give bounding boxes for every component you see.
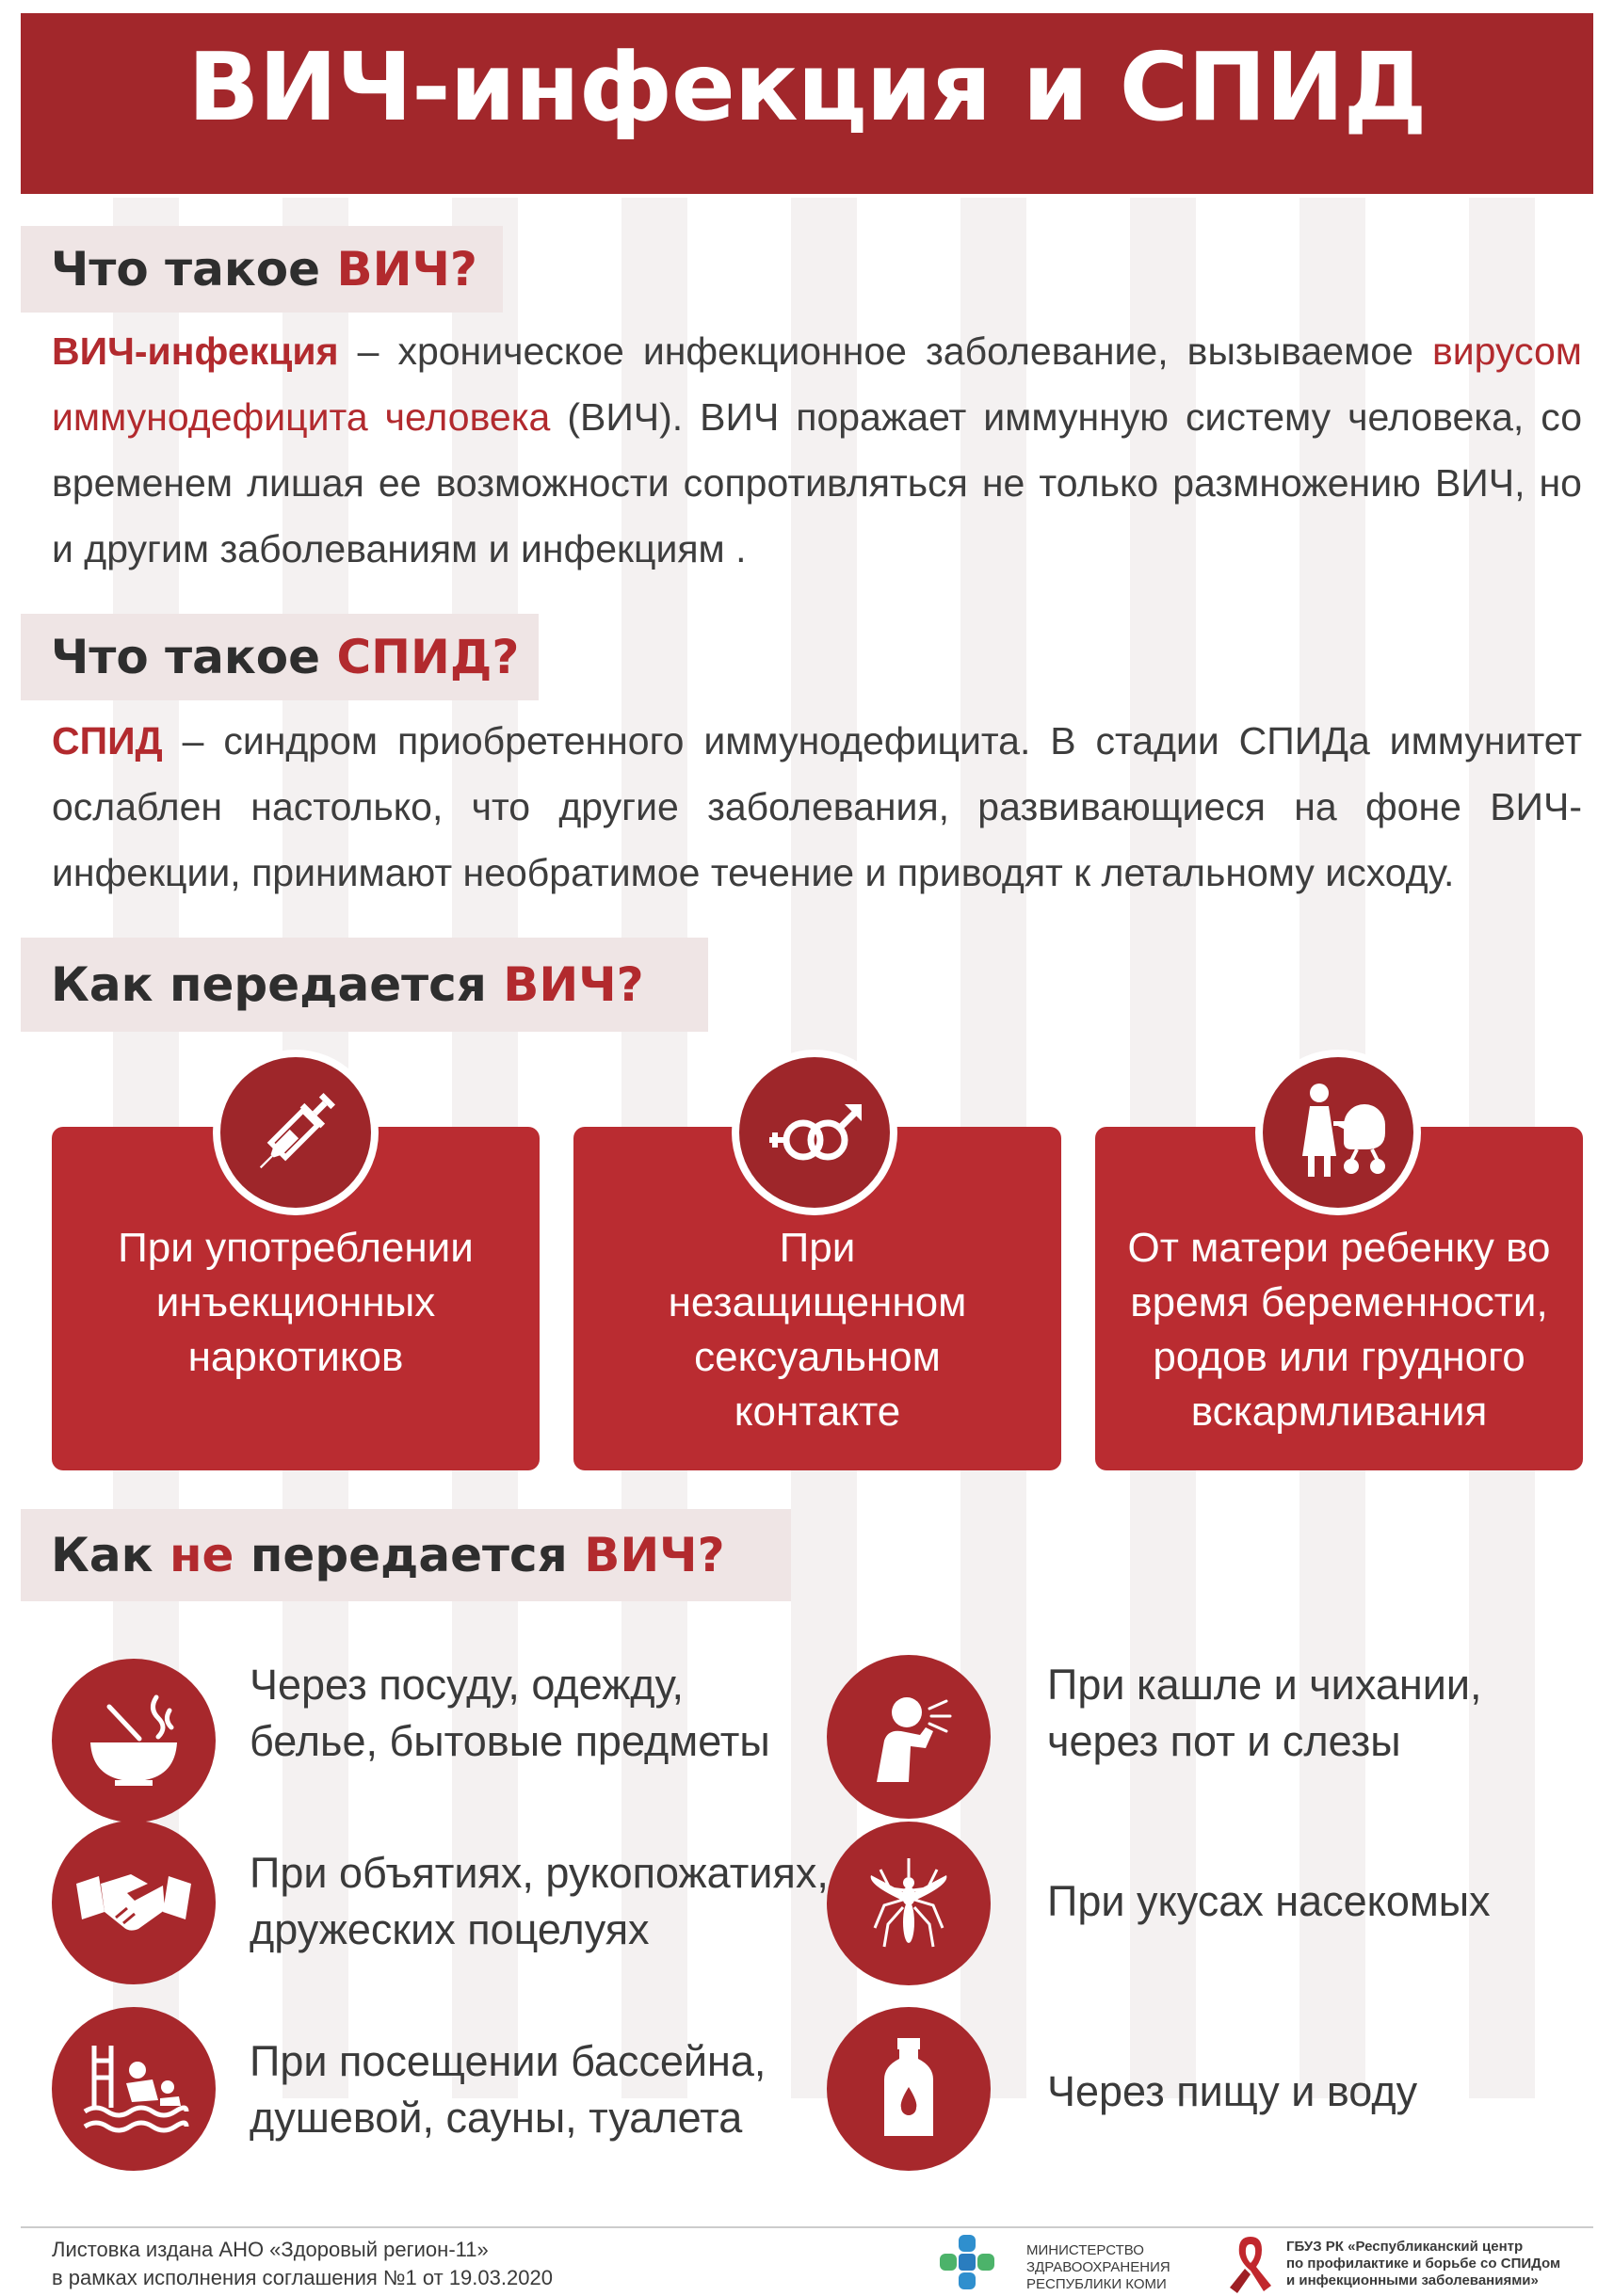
handshake-icon: [73, 1855, 195, 1950]
not-transmitted-icon-circle: [827, 1822, 991, 1985]
not-transmitted-icon-circle: [52, 2007, 216, 2171]
footer-publisher: Листовка издана АНО «Здоровый регион-11» в рамках исполнения соглашения №1 от 19.03.2020: [52, 2238, 553, 2289]
footer-divider: [21, 2226, 1593, 2228]
mosquito-icon: [852, 1847, 965, 1960]
header-banner: [21, 13, 1593, 194]
bowl-icon: [77, 1684, 190, 1797]
transmission-label: При незащищенном сексуальном контакте: [668, 1225, 967, 1435]
hiv-definition: ВИЧ-инфекция – хроническое инфекционное заболевание, вызываемое вирусом иммунодефицита человека (ВИЧ). ВИЧ поражает иммунную систему человека, со временем лишая ее возможности сопротивляться не только размножению ВИЧ, но и другим заболеваниям и инфекциям .: [52, 329, 1583, 570]
transmission-icon-circle: [213, 1050, 379, 1215]
transmission-icon-circle: [1255, 1050, 1421, 1215]
not-transmitted-item: При кашле и чихании, через пот и слезы: [1047, 1661, 1482, 1765]
page-title: ВИЧ-инфекция и СПИД: [187, 32, 1427, 142]
term-aids: СПИД: [52, 719, 163, 763]
transmission-label: От матери ребенку во время беременности, родов или грудного вскармливания: [1127, 1225, 1551, 1435]
red-ribbon-icon: [1226, 2231, 1275, 2293]
bottle-icon: [852, 2032, 965, 2145]
mother-stroller-icon: [1282, 1076, 1395, 1189]
not-transmitted-item: При укусах насекомых: [1047, 1877, 1491, 1925]
ministry-logo-icon: [934, 2233, 1000, 2291]
not-transmitted-icon-circle: [52, 1821, 216, 1984]
transmission-label: При употреблении инъекционных наркотиков: [118, 1225, 474, 1380]
cough-icon: [852, 1680, 965, 1793]
not-transmitted-icon-circle: [52, 1659, 216, 1822]
gender-symbols-icon: [758, 1081, 871, 1184]
swimming-pool-icon: [77, 2032, 190, 2145]
section-heading-aids: Что такое СПИД?: [21, 614, 539, 700]
term-hiv-infection: ВИЧ-инфекция: [52, 329, 339, 373]
not-transmitted-icon-circle: [827, 1655, 991, 1819]
not-transmitted-icon-circle: [827, 2007, 991, 2171]
aids-definition: СПИД – синдром приобретенного иммунодефицита. В стадии СПИДа иммунитет ослаблен настолько, что другие заболевания, развивающиеся на фоне ВИЧ-инфекции, принимают необратимое течение и приводят к летальному исходу.: [52, 719, 1582, 894]
not-transmitted-item: При посещении бассейна, душевой, сауны, туалета: [250, 2037, 767, 2142]
section-heading-not-transmitted: Как не передается ВИЧ?: [21, 1509, 791, 1601]
virus-name: вирусом иммунодефицита человека: [52, 329, 1582, 439]
center-name: ГБУЗ РК «Республиканский центр по профилактике и борьбе со СПИДом и инфекционными заболеваниями»: [1286, 2239, 1561, 2288]
section-heading-transmission: Как передается ВИЧ?: [21, 938, 708, 1032]
not-transmitted-item: Через посуду, одежду, белье, бытовые предметы: [250, 1661, 770, 1765]
section-heading-hiv: Что такое ВИЧ?: [21, 226, 503, 313]
not-transmitted-item: Через пищу и воду: [1047, 2067, 1418, 2115]
transmission-icon-circle: [732, 1050, 897, 1215]
ministry-name: МИНИСТЕРСТВО ЗДРАВООХРАНЕНИЯ РЕСПУБЛИКИ КОМИ: [1026, 2242, 1170, 2292]
syringe-icon: [244, 1081, 347, 1184]
not-transmitted-item: При объятиях, рукопожатиях, дружеских поцелуях: [250, 1849, 829, 1953]
